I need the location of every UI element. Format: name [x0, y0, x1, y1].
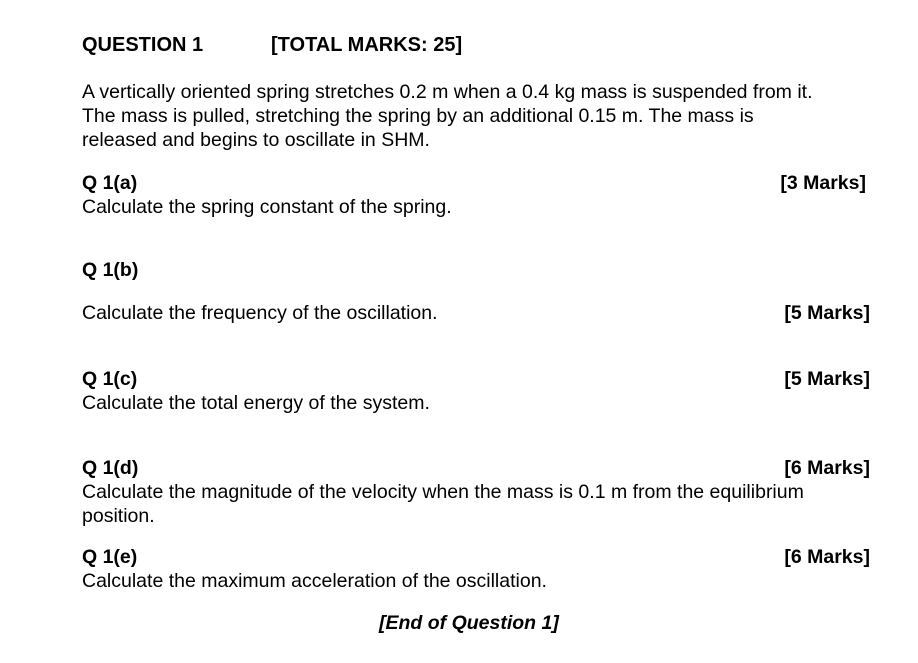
- part-a-text: Calculate the spring constant of the spring.: [82, 196, 452, 218]
- part-d-line-1: Calculate the magnitude of the velocity when the mass is 0.1 m from the equilibrium: [82, 481, 804, 503]
- part-c-label: Q 1(c): [82, 368, 138, 390]
- part-e-marks: [6 Marks]: [784, 546, 870, 568]
- part-a-marks: [3 Marks]: [780, 172, 866, 194]
- question-number: QUESTION 1: [82, 34, 204, 56]
- part-e-label: Q 1(e): [82, 546, 138, 568]
- part-d-marks: [6 Marks]: [784, 457, 870, 479]
- part-a-label: Q 1(a): [82, 172, 138, 194]
- part-c-marks: [5 Marks]: [784, 368, 870, 390]
- part-b-marks: [5 Marks]: [784, 302, 870, 324]
- part-e-text: Calculate the maximum acceleration of the oscillation.: [82, 570, 547, 592]
- intro-line-3: released and begins to oscillate in SHM.: [82, 129, 430, 151]
- end-of-question: [End of Question 1]: [379, 612, 559, 634]
- part-d-label: Q 1(d): [82, 457, 139, 479]
- part-b-text: Calculate the frequency of the oscillation.: [82, 302, 438, 324]
- part-c-text: Calculate the total energy of the system.: [82, 392, 430, 414]
- intro-line-2: The mass is pulled, stretching the spring by an additional 0.15 m. The mass is: [82, 105, 754, 127]
- intro-line-1: A vertically oriented spring stretches 0.2 m when a 0.4 kg mass is suspended from it.: [82, 81, 813, 103]
- part-b-label: Q 1(b): [82, 259, 139, 281]
- part-d-line-2: position.: [82, 505, 155, 527]
- total-marks: [TOTAL MARKS: 25]: [271, 34, 463, 56]
